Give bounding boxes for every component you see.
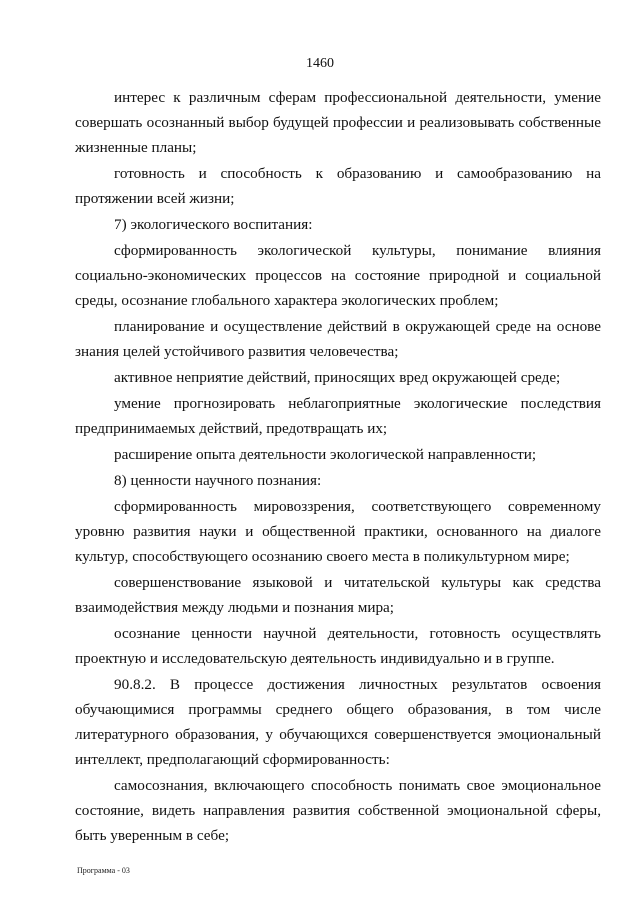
document-body — [75, 85, 601, 849]
paragraph: расширение опыта деятельности экологической направленности; — [114, 446, 537, 463]
footer-label: Программа - 03 — [77, 866, 130, 875]
section-heading: 8) ценности научного познания: — [114, 472, 322, 489]
paragraph: самосознания, включающего способность понимать свое эмоциональное состояние, видеть направления развития собственной эмоциональной сферы, быть уверенным в себе; — [75, 777, 601, 844]
paragraph: активное неприятие действий, приносящих вред окружающей среде; — [114, 369, 561, 386]
paragraph: совершенствование языковой и читательской культуры как средства взаимодействия между людьми и познания мира; — [75, 574, 601, 616]
paragraph: планирование и осуществление действий в окружающей среде на основе знания целей устойчивого развития человечества; — [75, 318, 601, 360]
paragraph: умение прогнозировать неблагоприятные экологические последствия предпринимаемых действий, предотвращать их; — [75, 395, 601, 437]
paragraph: осознание ценности научной деятельности, готовность осуществлять проектную и исследовательскую деятельность индивидуально и в группе. — [75, 625, 601, 667]
page-number: 1460 — [306, 56, 334, 71]
paragraph: 90.8.2. В процессе достижения личностных результатов освоения обучающимися программы среднего общего образования, в том числе литературного образования, у обучающихся совершенствуется эмоциональный интеллект, предполагающий сформированность: — [75, 676, 601, 768]
section-heading: 7) экологического воспитания: — [114, 216, 313, 233]
paragraph: интерес к различным сферам профессиональной деятельности, умение совершать осознанный выбор будущей профессии и реализовывать собственные жизненные планы; — [75, 89, 601, 156]
paragraph: готовность и способность к образованию и самообразованию на протяжении всей жизни; — [75, 165, 601, 207]
paragraph: сформированность экологической культуры, понимание влияния социально-экономических процессов на состояние природной и социальной среды, осознание глобального характера экологических проблем; — [75, 242, 601, 309]
paragraph: сформированность мировоззрения, соответствующего современному уровню развития науки и общественной практики, основанного на диалоге культур, способствующего осознанию своего места в поликультурном мире; — [75, 498, 601, 565]
